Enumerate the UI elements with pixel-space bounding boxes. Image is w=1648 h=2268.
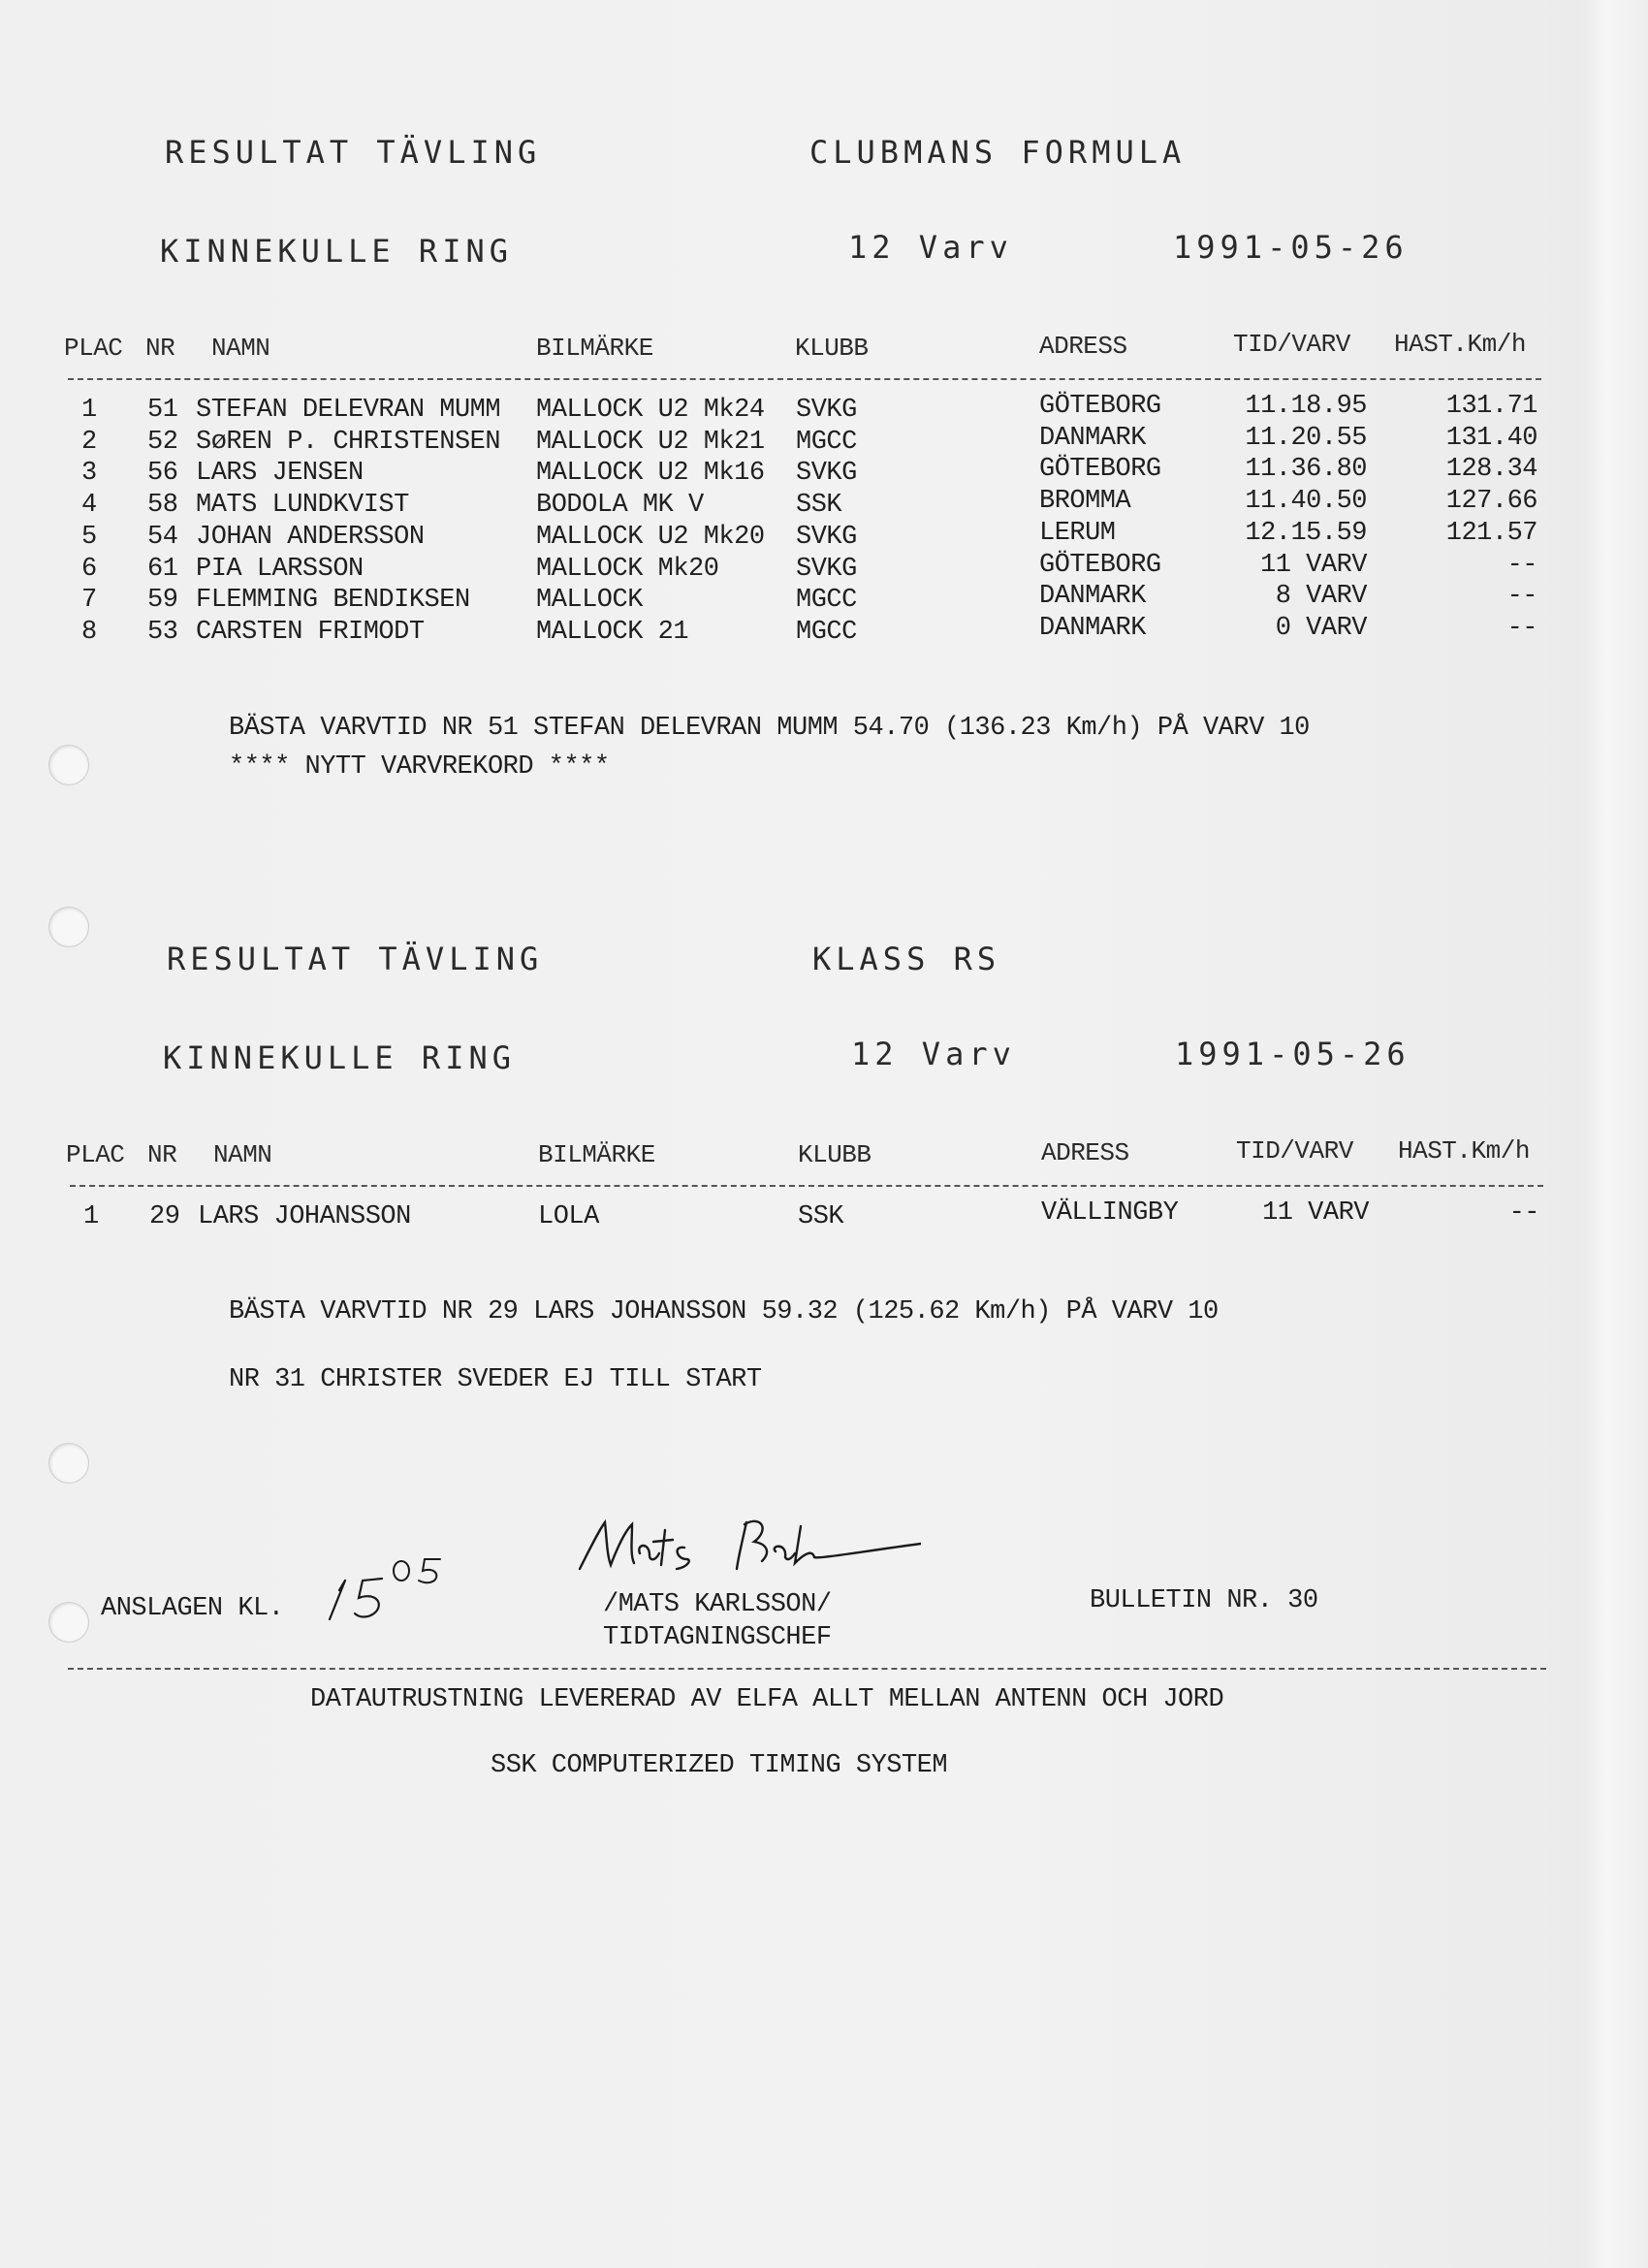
cell-klubb: MGCC [796, 617, 857, 647]
race2-note: NR 31 CHRISTER SVEDER EJ TILL START [229, 1365, 762, 1394]
col-tid: TID/VARV [1236, 1136, 1353, 1166]
cell-hast: -- [1508, 1198, 1539, 1228]
cell-tid: 8 VARV [1275, 582, 1367, 612]
bulletin-number: BULLETIN NR. 30 [1090, 1586, 1318, 1615]
col-adress: ADRESS [1039, 332, 1127, 361]
posted-label: ANSLAGEN KL. [101, 1594, 284, 1623]
table-divider [68, 378, 1541, 380]
cell-nr: 53 [147, 617, 178, 647]
cell-adress: GÖTEBORG [1039, 392, 1161, 421]
cell-tid: 11.20.55 [1245, 423, 1367, 453]
signer-name: /MATS KARLSSON/ [603, 1590, 832, 1619]
cell-nr: 59 [147, 586, 178, 616]
signature [572, 1501, 921, 1588]
cell-namn: SøREN P. CHRISTENSEN [196, 427, 501, 457]
col-namn: NAMN [213, 1140, 272, 1169]
cell-hast: -- [1506, 550, 1537, 580]
cell-plac: 4 [81, 491, 97, 521]
cell-hast: 127.66 [1445, 487, 1537, 517]
cell-klubb: SSK [796, 491, 842, 521]
cell-bil: MALLOCK U2 Mk16 [536, 459, 765, 489]
cell-namn: CARSTEN FRIMODT [196, 617, 425, 647]
cell-plac: 2 [81, 427, 97, 457]
cell-bil: BODOLA MK V [536, 491, 704, 521]
race2-date: 1991-05-26 [1175, 1036, 1410, 1072]
cell-adress: DANMARK [1039, 423, 1146, 453]
cell-plac: 8 [81, 617, 97, 647]
cell-nr: 56 [147, 459, 178, 489]
cell-plac: 7 [81, 586, 97, 616]
race1-best-lap: BÄSTA VARVTID NR 51 STEFAN DELEVRAN MUMM 54.70 (136.23 Km/h) PÅ VARV 10 [229, 714, 1310, 743]
race2-track: KINNEKULLE RING [163, 1039, 516, 1076]
cell-klubb: SSK [798, 1202, 844, 1231]
col-hast: HAST.Km/h [1398, 1136, 1530, 1166]
cell-adress: VÄLLINGBY [1041, 1198, 1179, 1228]
col-klubb: KLUBB [798, 1140, 872, 1169]
cell-hast: 128.34 [1445, 455, 1537, 485]
cell-hast: -- [1506, 613, 1537, 643]
cell-adress: GÖTEBORG [1039, 455, 1161, 485]
cell-namn: PIA LARSSON [196, 554, 364, 584]
col-tid: TID/VARV [1233, 330, 1350, 359]
col-nr: NR [147, 1140, 177, 1169]
cell-adress: LERUM [1039, 518, 1116, 548]
punch-hole [48, 907, 89, 947]
cell-nr: 52 [147, 427, 178, 457]
punch-hole [48, 1443, 89, 1484]
race1-laps: 12 Varv [848, 229, 1013, 266]
cell-tid: 11.18.95 [1245, 392, 1367, 421]
cell-bil: LOLA [538, 1202, 599, 1231]
col-nr: NR [145, 334, 175, 363]
race1-date: 1991-05-26 [1173, 229, 1409, 266]
cell-klubb: MGCC [796, 427, 857, 457]
race1-record: **** NYTT VARVREKORD **** [229, 752, 610, 782]
col-klubb: KLUBB [795, 334, 869, 363]
cell-adress: DANMARK [1039, 582, 1146, 612]
cell-bil: MALLOCK 21 [536, 617, 689, 647]
cell-tid: 11.36.80 [1245, 455, 1367, 485]
cell-hast: -- [1506, 582, 1537, 612]
race2-best-lap: BÄSTA VARVTID NR 29 LARS JOHANSSON 59.32 (125.62 Km/h) PÅ VARV 10 [229, 1297, 1219, 1326]
cell-klubb: SVKG [796, 554, 857, 584]
cell-nr: 58 [147, 491, 178, 521]
cell-nr: 61 [147, 554, 178, 584]
footer-divider [68, 1668, 1546, 1670]
punch-hole [48, 745, 89, 785]
cell-plac: 3 [81, 459, 97, 489]
cell-namn: MATS LUNDKVIST [196, 491, 409, 521]
col-bilmarke: BILMÄRKE [536, 334, 653, 363]
race2-title-left: RESULTAT TÄVLING [167, 941, 544, 977]
col-plac: PLAC [66, 1140, 125, 1169]
table-divider [70, 1185, 1543, 1187]
cell-plac: 6 [81, 554, 97, 584]
cell-namn: LARS JOHANSSON [198, 1202, 411, 1231]
cell-tid: 12.15.59 [1245, 518, 1367, 548]
cell-namn: FLEMMING BENDIKSEN [196, 586, 470, 616]
cell-plac: 1 [81, 396, 97, 425]
cell-nr: 54 [147, 522, 178, 552]
cell-bil: MALLOCK U2 Mk21 [536, 427, 765, 457]
punch-hole [48, 1602, 89, 1643]
signer-title: TIDTAGNINGSCHEF [603, 1623, 832, 1652]
col-adress: ADRESS [1041, 1138, 1129, 1167]
cell-tid: 11 VARV [1262, 1198, 1369, 1228]
cell-namn: STEFAN DELEVRAN MUMM [196, 396, 501, 425]
cell-bil: MALLOCK Mk20 [536, 554, 719, 584]
cell-hast: 131.71 [1445, 392, 1537, 421]
race2-title-right: KLASS RS [812, 941, 1001, 977]
cell-klubb: SVKG [796, 522, 857, 552]
cell-namn: LARS JENSEN [196, 459, 364, 489]
race1-track: KINNEKULLE RING [160, 233, 513, 270]
cell-tid: 11.40.50 [1245, 487, 1367, 517]
race1-title-right: CLUBMANS FORMULA [809, 134, 1187, 171]
cell-bil: MALLOCK [536, 586, 643, 616]
cell-hast: 121.57 [1445, 518, 1537, 548]
cell-nr: 51 [147, 396, 178, 425]
cell-tid: 11 VARV [1260, 550, 1367, 580]
cell-bil: MALLOCK U2 Mk20 [536, 522, 765, 552]
timing-system: SSK COMPUTERIZED TIMING SYSTEM [491, 1751, 948, 1780]
cell-namn: JOHAN ANDERSSON [196, 522, 425, 552]
col-hast: HAST.Km/h [1394, 330, 1526, 359]
cell-klubb: SVKG [796, 459, 857, 489]
race2-laps: 12 Varv [851, 1036, 1016, 1072]
cell-nr: 29 [149, 1202, 180, 1231]
col-bilmarke: BILMÄRKE [538, 1140, 655, 1169]
cell-adress: DANMARK [1039, 613, 1146, 643]
cell-adress: BROMMA [1039, 487, 1131, 517]
col-plac: PLAC [64, 334, 123, 363]
equipment-credit: DATAUTRUSTNING LEVERERAD AV ELFA ALLT MELLAN ANTENN OCH JORD [310, 1685, 1224, 1714]
col-namn: NAMN [211, 334, 270, 363]
cell-tid: 0 VARV [1275, 613, 1367, 643]
race1-title-left: RESULTAT TÄVLING [165, 134, 542, 171]
cell-klubb: SVKG [796, 396, 857, 425]
cell-hast: 131.40 [1445, 423, 1537, 453]
cell-bil: MALLOCK U2 Mk24 [536, 396, 765, 425]
cell-adress: GÖTEBORG [1039, 550, 1161, 580]
cell-plac: 5 [81, 522, 97, 552]
cell-klubb: MGCC [796, 586, 857, 616]
cell-plac: 1 [83, 1202, 99, 1231]
posted-time-handwritten [322, 1551, 458, 1629]
